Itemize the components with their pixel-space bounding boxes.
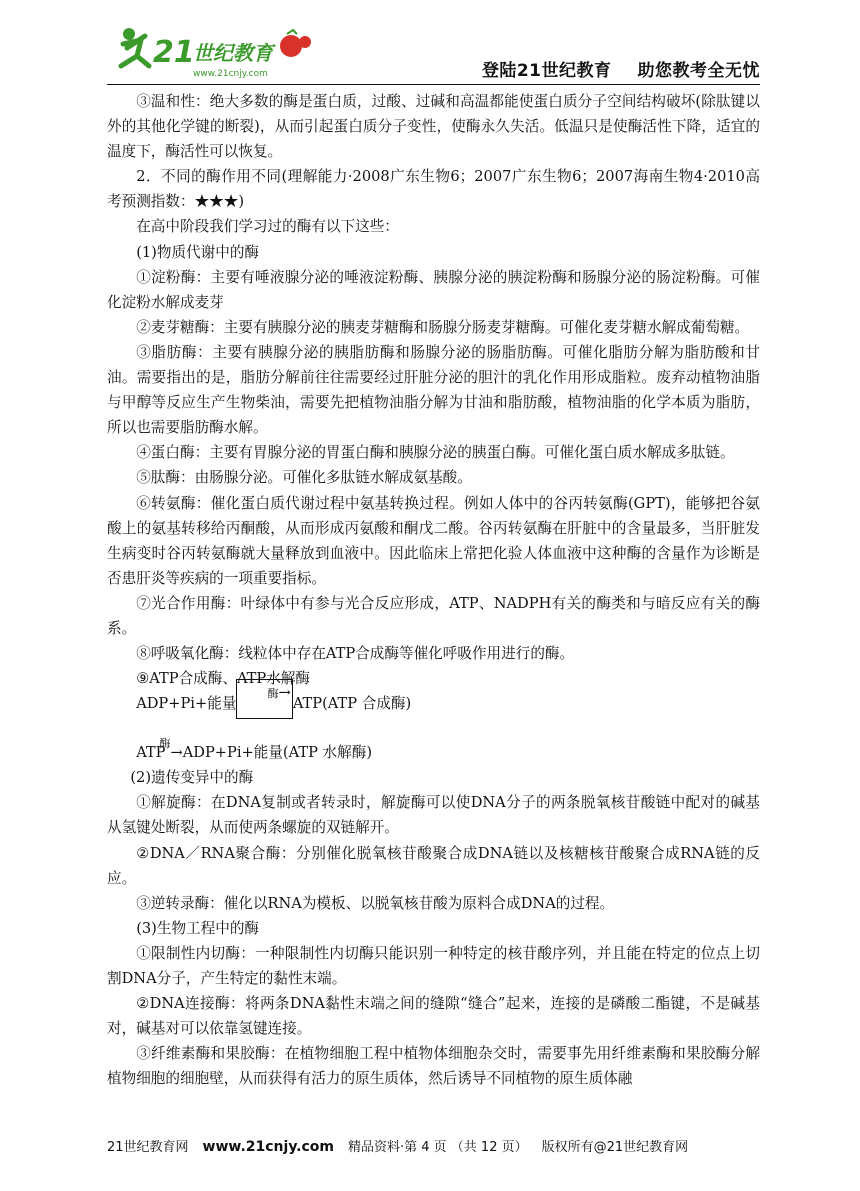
page-footer	[107, 1136, 760, 1155]
paragraph: ②DNA／RNA聚合酶：分别催化脱氧核苷酸聚合成DNA链以及核糖核苷酸聚合成RNA链的反应。	[107, 844, 760, 887]
footer-page-info: 精品资料·第 4 页 （共 12 页）	[347, 1140, 528, 1155]
paragraph: 在高中阶段我们学习过的酶有以下这些：	[136, 218, 399, 236]
equation-right: ATP(ATP 合成酶)	[292, 695, 412, 713]
svg-text:21: 21	[153, 35, 195, 70]
equation-left: ATP	[136, 744, 166, 762]
equation-right: ADP+Pi+能量(ATP 水解酶)	[182, 744, 373, 762]
equation-hydrolysis	[107, 737, 760, 765]
svg-text:世纪教育: 世纪教育	[193, 41, 273, 65]
paragraph: ①解旋酶：在DNA复制或者转录时，解旋酶可以使DNA分子的两条脱氧核苷酸链中配对的碱基从氢键处断裂，从而使两条螺旋的双链解开。	[107, 794, 760, 837]
paragraph: ③逆转录酶：催化以RNA为模板、以脱氧核苷酸为原料合成DNA的过程。	[136, 894, 615, 912]
paragraph: ③纤维素酶和果胶酶：在植物细胞工程中植物体细胞杂交时，需要事先用纤维素酶和果胶酶分解植物细胞的细胞壁，从而获得有活力的原生质体，然后诱导不同植物的原生质体融	[107, 1045, 760, 1088]
paragraph: ③脂肪酶：主要有胰腺分泌的胰脂肪酶和肠腺分泌的肠脂肪酶。可催化脂肪分解为脂肪酸和甘油。需要指出的是，脂肪分解前往往需要经过肝脏分泌的胆汁的乳化作用形成脂粒。废弃动植物油脂与甲醇等反应生产生物柴油，需要先把植物油脂分解为甘油和脂肪酸，植物油脂的化学本质为脂肪，所以也需要脂肪酶水解。	[107, 343, 760, 437]
paragraph: ④蛋白酶：主要有胃腺分泌的胃蛋白酶和胰腺分泌的胰蛋白酶。可催化蛋白质水解成多肽链。	[136, 444, 735, 462]
paragraph: ①淀粉酶：主要有唾液腺分泌的唾液淀粉酶、胰腺分泌的胰淀粉酶和肠腺分泌的肠淀粉酶。可催化淀粉水解成麦芽	[107, 268, 760, 311]
paragraph: ⑧呼吸氧化酶：线粒体中存在ATP合成酶等催化呼吸作用进行的酶。	[136, 645, 575, 663]
equation-synthesis	[107, 684, 760, 716]
subsection-heading: (1)物质代谢中的酶	[136, 243, 260, 261]
arrow-icon: →	[278, 684, 291, 702]
footer-url[interactable]: www.21cnjy.com	[202, 1139, 334, 1155]
footer-copyright: 版权所有@21世纪教育网	[541, 1140, 689, 1155]
enzyme-label: 酶	[267, 687, 279, 701]
arrow-icon: →	[170, 744, 183, 762]
subsection-heading: (2)遗传变异中的酶	[130, 769, 254, 787]
paragraph: ⑨ATP合成酶、ATP水解酶	[136, 670, 311, 688]
equation-left: ADP+Pi+能量	[136, 695, 237, 713]
blank-line	[107, 716, 760, 740]
paragraph: ⑦光合作用酶：叶绿体中有参与光合反应形成，ATP、NADPH有关的酶类和与暗反应有关的酶系。	[107, 594, 760, 637]
paragraph: ②DNA连接酶：将两条DNA黏性末端之间的缝隙“缝合”起来，连接的是磷酸二酯键，不是碱基对，碱基对可以依靠氢键连接。	[107, 995, 760, 1038]
header-rule	[107, 84, 760, 85]
paragraph: ③温和性：绝大多数的酶是蛋白质，过酸、过碱和高温都能使蛋白质分子空间结构破坏(除肽键以外的其他化学键的断裂)，从而引起蛋白质分子变性，使酶永久失活。低温只是使酶活性下降，适宜的温度下，酶活性可以恢复。	[107, 93, 760, 161]
footer-site: 21世纪教育网	[107, 1140, 189, 1155]
enzyme-arrow-box	[236, 679, 292, 719]
header-tagline	[456, 56, 760, 81]
enzyme-label: 酶	[159, 737, 171, 751]
page-header	[0, 0, 860, 88]
section-heading: 2．不同的酶作用不同(理解能力·2008广东生物6；2007广东生物6；2007海南生物4·2010高考预测指数：★★★)	[107, 168, 760, 211]
tagline-left: 登陆21世纪教育	[481, 61, 612, 81]
svg-text:www.21cnjy.com: www.21cnjy.com	[193, 69, 268, 79]
subsection-heading: (3)生物工程中的酶	[136, 919, 260, 937]
site-logo	[115, 22, 315, 82]
paragraph: ①限制性内切酶：一种限制性内切酶只能识别一种特定的核苷酸序列，并且能在特定的位点上切割DNA分子，产生特定的黏性末端。	[107, 944, 760, 987]
tagline-right: 助您教考全无忧	[637, 61, 760, 81]
paragraph: ⑥转氨酶：催化蛋白质代谢过程中氨基转换过程。例如人体中的谷丙转氨酶(GPT)，能够把谷氨酸上的氨基转移给丙酮酸，从而形成丙氨酸和酮戊二酸。谷丙转氨酶在肝脏中的含量最多，当肝脏发生病变时谷丙转氨酶就大量释放到血液中。因此临床上常把化验人体血液中这种酶的含量作为诊断是否患肝炎等疾病的一项重要指标。	[107, 494, 760, 587]
paragraph: ⑤肽酶：由肠腺分泌。可催化多肽链水解成氨基酸。	[136, 469, 472, 487]
paragraph: ②麦芽糖酶：主要有胰腺分泌的胰麦芽糖酶和肠腺分肠麦芽糖酶。可催化麦芽糖水解成葡萄糖。	[136, 318, 750, 336]
document-body	[107, 89, 760, 1091]
